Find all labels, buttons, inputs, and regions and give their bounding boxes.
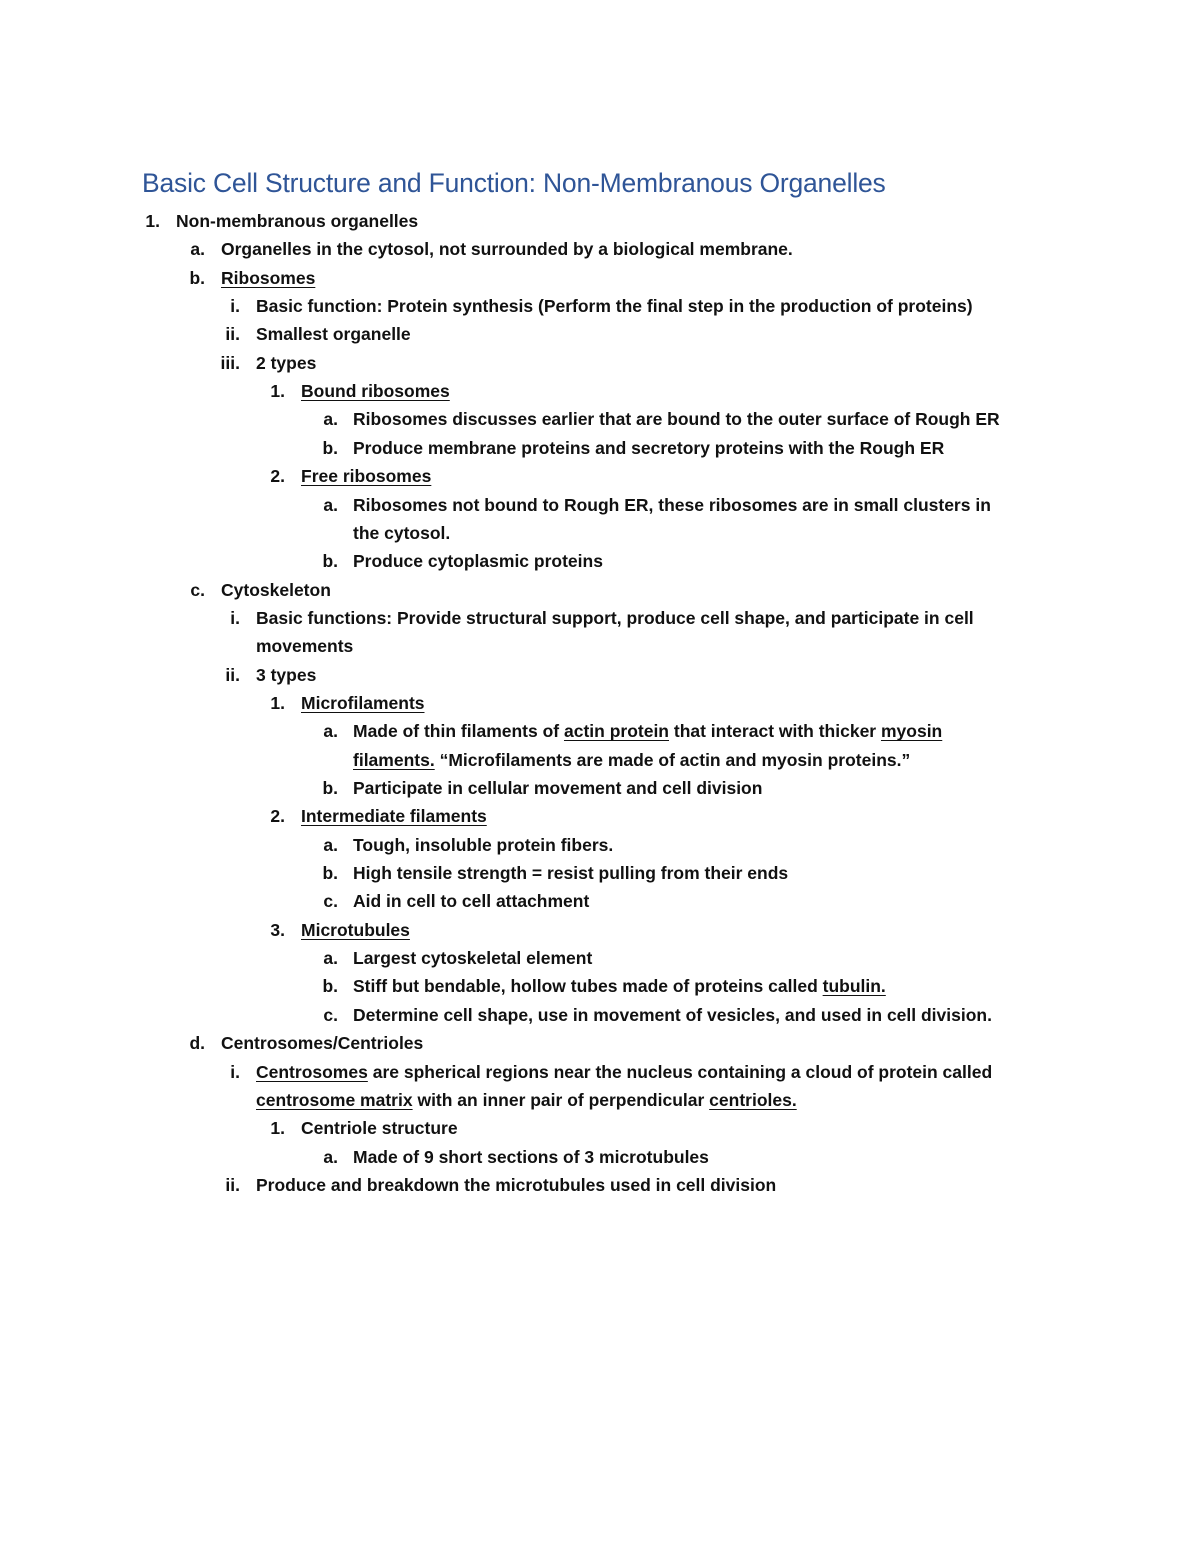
list-marker: 1. (270, 381, 285, 402)
list-marker: 1. (270, 1118, 285, 1139)
list-text (353, 519, 450, 547)
list-marker: ii. (225, 664, 240, 685)
list-text (301, 377, 450, 405)
text-run: Smallest organelle (256, 324, 411, 345)
outline-item (0, 576, 1200, 604)
outline-item (0, 859, 1200, 887)
underlined-term: Microfilaments (301, 692, 425, 713)
outline-item (0, 916, 1200, 944)
list-marker: a. (190, 239, 205, 260)
list-text (221, 235, 793, 263)
list-marker: i. (230, 296, 240, 317)
text-run: Aid in cell to cell attachment (353, 891, 590, 912)
list-text (301, 689, 425, 717)
outline-item (0, 717, 1200, 745)
list-marker: 2. (270, 466, 285, 487)
outline-item (0, 1171, 1200, 1199)
list-text (301, 802, 487, 830)
text-run: Centrosomes/Centrioles (221, 1033, 424, 1054)
list-text (256, 292, 973, 320)
text-run: Cytoskeleton (221, 579, 331, 600)
outline-item (0, 320, 1200, 348)
outline-item (0, 774, 1200, 802)
list-text (256, 632, 353, 660)
list-text (353, 831, 613, 859)
outline-item (0, 1058, 1200, 1086)
outline-item (0, 632, 1200, 660)
underlined-term: centrioles. (709, 1089, 797, 1110)
list-marker: a. (323, 409, 338, 430)
outline-item (0, 491, 1200, 519)
text-run: with an inner pair of perpendicular (412, 1089, 710, 1110)
list-text (256, 661, 316, 689)
text-run: Basic function: Protein synthesis (Perform the final step in the production of proteins) (256, 296, 973, 317)
outline-item (0, 434, 1200, 462)
text-run: Made of thin filaments of (353, 721, 564, 742)
list-text (256, 320, 411, 348)
list-text (221, 576, 331, 604)
text-run: movements (256, 636, 354, 657)
list-text (256, 604, 974, 632)
text-run: are spherical regions near the nucleus containing a cloud of protein called (367, 1061, 993, 1082)
outline-item (0, 604, 1200, 632)
text-run: Non-membranous organelles (176, 211, 419, 231)
list-marker: a. (323, 1146, 338, 1167)
list-text (353, 547, 603, 575)
list-text (256, 1086, 797, 1114)
list-marker: c. (323, 1004, 338, 1025)
list-text (353, 1143, 709, 1171)
underlined-term: Intermediate filaments (301, 806, 487, 827)
outline-item (0, 887, 1200, 915)
list-text (353, 972, 886, 1000)
text-run: 2 types (256, 352, 317, 373)
list-text (176, 207, 418, 235)
underlined-term: tubulin. (822, 976, 886, 997)
outline-item (0, 1086, 1200, 1114)
list-marker: b. (322, 976, 338, 997)
outline-item (0, 661, 1200, 689)
list-marker: i. (230, 1061, 240, 1082)
underlined-term: Bound ribosomes (301, 381, 450, 402)
text-run: Ribosomes discusses earlier that are bound to the outer surface of Rough ER (353, 409, 1000, 430)
list-text (353, 491, 991, 519)
outline-item (0, 1143, 1200, 1171)
underlined-term: Ribosomes (221, 267, 316, 288)
list-text (256, 349, 316, 377)
text-run: “Microfilaments are made of actin and myosin proteins.” (434, 749, 911, 770)
list-text (221, 264, 315, 292)
list-marker: 3. (270, 919, 285, 940)
outline-item (0, 405, 1200, 433)
text-run: Ribosomes not bound to Rough ER, these ribosomes are in small clusters in (353, 494, 991, 515)
text-run: Produce membrane proteins and secretory proteins with the Rough ER (353, 437, 945, 458)
outline-item (0, 292, 1200, 320)
underlined-term: filaments. (353, 749, 435, 770)
outline-item (0, 746, 1200, 774)
list-text (301, 1114, 458, 1142)
underlined-term: actin protein (563, 721, 669, 742)
list-marker: c. (190, 579, 205, 600)
list-text (301, 462, 431, 490)
list-text (221, 1029, 423, 1057)
list-text (353, 774, 762, 802)
text-run: Centriole structure (301, 1118, 458, 1139)
list-marker: a. (323, 721, 338, 742)
list-marker: ii. (225, 324, 240, 345)
underlined-term: Microtubules (301, 919, 410, 940)
list-text (353, 859, 788, 887)
list-marker: 2. (270, 806, 285, 827)
list-marker: b. (189, 267, 205, 288)
page-title: Basic Cell Structure and Function: Non-Membranous Organelles (142, 168, 886, 198)
list-marker: a. (323, 494, 338, 515)
text-run: High tensile strength = resist pulling from their ends (353, 863, 789, 884)
text-run: Basic functions: Provide structural support, produce cell shape, and participate in cell (256, 607, 974, 628)
text-run: Made of 9 short sections of 3 microtubules (353, 1146, 709, 1167)
outline-item (0, 831, 1200, 859)
text-run: Stiff but bendable, hollow tubes made of proteins called (353, 976, 823, 997)
outline-item (0, 689, 1200, 717)
outline-item (0, 1029, 1200, 1057)
outline-item (0, 547, 1200, 575)
outline-item (0, 519, 1200, 547)
list-text (353, 434, 944, 462)
text-run: Participate in cellular movement and cell division (353, 778, 763, 798)
underlined-term: centrosome matrix (256, 1089, 413, 1110)
list-marker: b. (322, 863, 338, 884)
list-text (353, 717, 942, 745)
outline-item (0, 944, 1200, 972)
list-marker: a. (323, 834, 338, 855)
outline-item (0, 1001, 1200, 1029)
text-run: that interact with thicker (669, 721, 881, 742)
list-text (353, 1001, 992, 1029)
list-marker: c. (323, 891, 338, 912)
text-run: Determine cell shape, use in movement of vesicles, and used in cell division. (353, 1004, 992, 1025)
list-text (353, 887, 589, 915)
list-marker: b. (322, 778, 338, 798)
list-text (256, 1058, 992, 1086)
text-run: Tough, insoluble protein fibers. (353, 834, 614, 855)
list-text (353, 944, 592, 972)
list-text (353, 746, 910, 774)
list-marker: i. (230, 607, 240, 628)
outline-item (0, 462, 1200, 490)
text-run: the cytosol. (353, 522, 451, 543)
text-run: 3 types (256, 664, 317, 685)
text-run: Produce cytoplasmic proteins (353, 551, 603, 572)
list-text (353, 405, 1000, 433)
underlined-term: Centrosomes (256, 1061, 368, 1082)
text-run: Organelles in the cytosol, not surrounded by a biological membrane. (221, 239, 793, 260)
text-run: Produce and breakdown the microtubules used in cell division (256, 1174, 777, 1195)
outline-item (0, 972, 1200, 1000)
text-run: Largest cytoskeletal element (353, 948, 593, 969)
list-marker: b. (322, 437, 338, 458)
outline-item (0, 377, 1200, 405)
outline-item (0, 207, 1200, 235)
list-text (301, 916, 410, 944)
outline-item (0, 235, 1200, 263)
underlined-term: Free ribosomes (301, 466, 432, 487)
list-marker: 1. (270, 692, 285, 713)
outline-item (0, 1114, 1200, 1142)
list-text (256, 1171, 776, 1199)
list-marker: ii. (225, 1174, 240, 1195)
underlined-term: myosin (880, 721, 943, 742)
list-marker: b. (322, 551, 338, 572)
list-marker: a. (323, 948, 338, 969)
outline-item (0, 802, 1200, 830)
list-marker: iii. (220, 352, 240, 373)
outline-item (0, 264, 1200, 292)
list-marker: 1. (145, 211, 160, 231)
outline-item (0, 349, 1200, 377)
list-marker: d. (189, 1033, 205, 1054)
